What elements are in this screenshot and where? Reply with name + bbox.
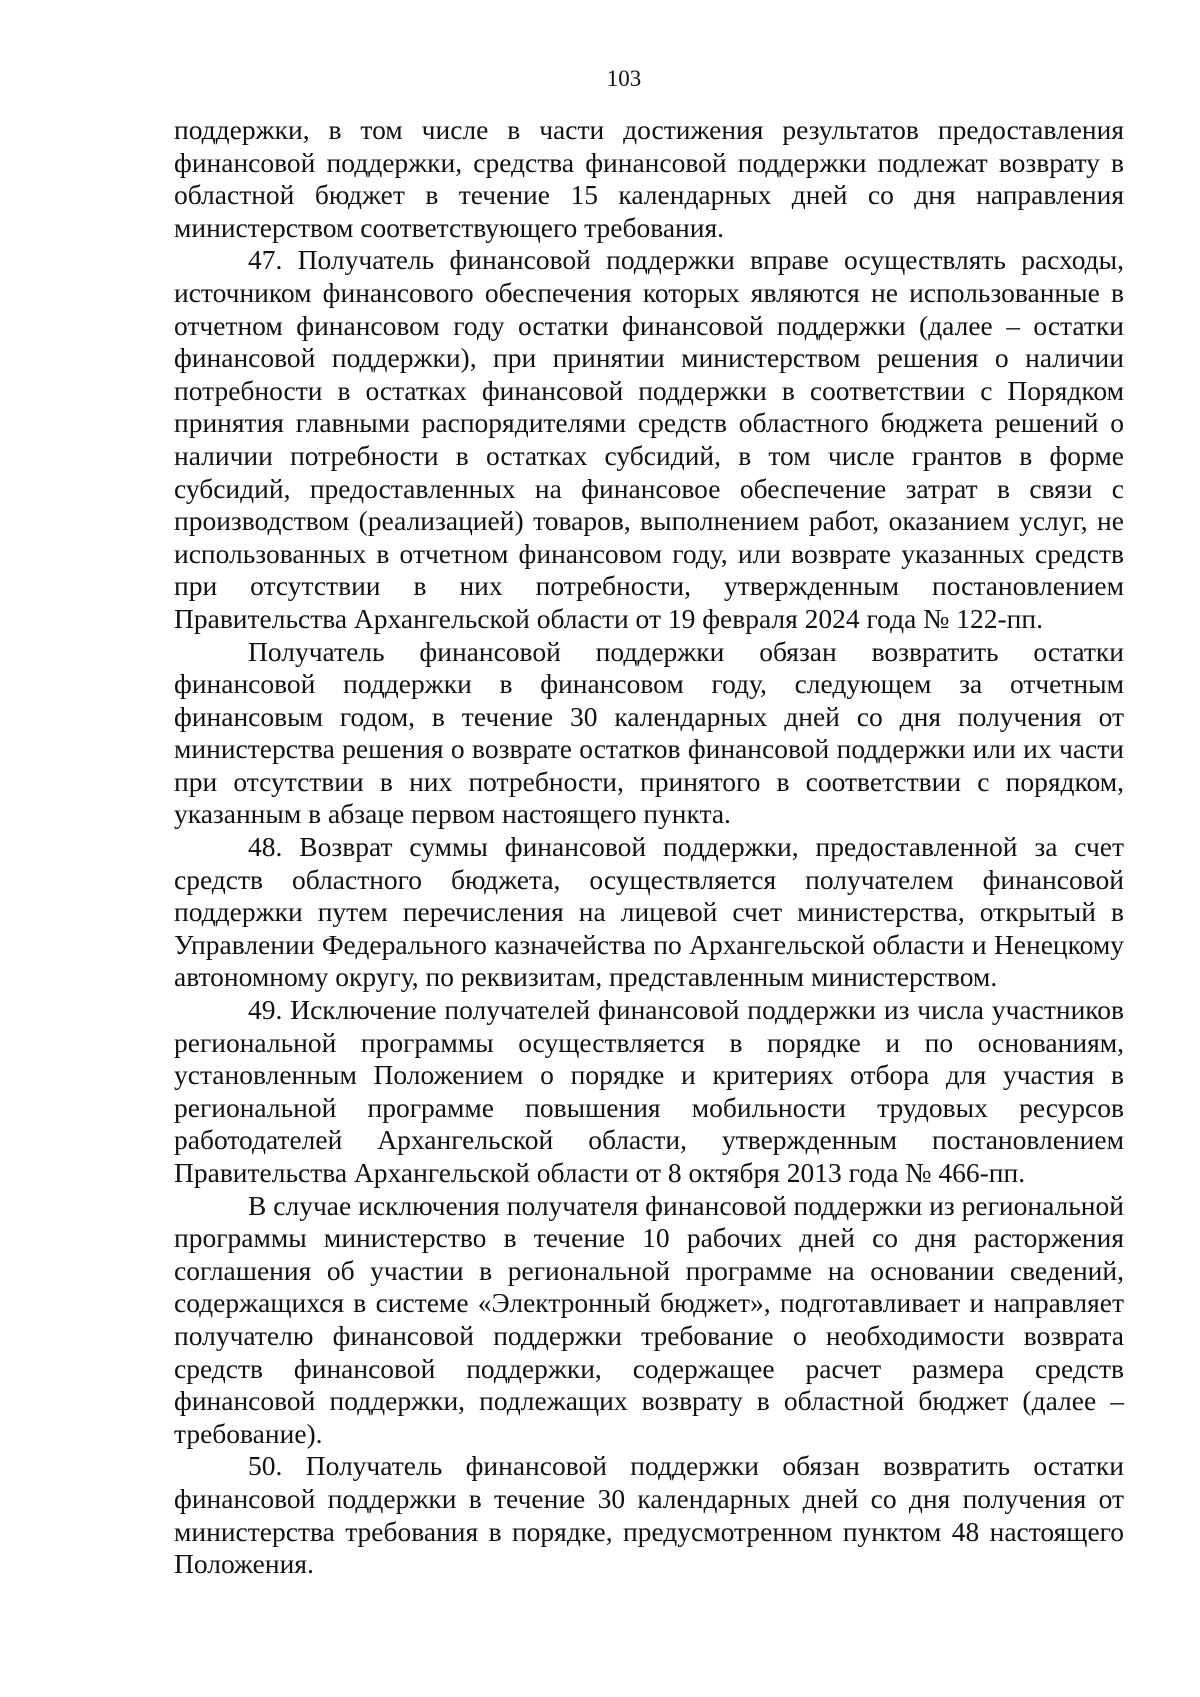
paragraph: Получатель финансовой поддержки обязан возвратить остатки финансовой поддержки в финансовом году, следующем за отчетным финансовым годом, в течение 30 календарных дней со дня получения от министерства решения о возврате остатков финансовой поддержки или их части при отсутствии в них потребности, принятого в соответствии с порядком, указанным в абзаце первом настоящего пункта. bbox=[174, 635, 1124, 830]
paragraph-item-48: 48. Возврат суммы финансовой поддержки, предоставленной за счет средств областного бюджета, осуществляется получателем финансовой поддержки путем перечисления на лицевой счет министерства, открытый в Управлении Федерального казначейства по Архангельской области и Ненецкому автономному округу, по реквизитам, представленным министерством. bbox=[174, 831, 1124, 993]
paragraph: поддержки, в том числе в части достижения результатов предоставления финансовой поддержки, средства финансовой поддержки подлежат возврату в областной бюджет в течение 15 календарных дней со дня направления министерством соответствующего требования. bbox=[174, 114, 1124, 243]
page-number: 103 bbox=[606, 66, 642, 91]
paragraph-item-50: 50. Получатель финансовой поддержки обязан возвратить остатки финансовой поддержки в течение 30 календарных дней со дня получения от министерства требования в порядке, предусмотренном пунктом 48 настоящего Положения. bbox=[174, 1450, 1124, 1580]
paragraph-item-47: 47. Получатель финансовой поддержки вправе осуществлять расходы, источником финансового обеспечения которых являются не использованные в отчетном финансовом году остатки финансовой поддержки (далее – остатки финансовой поддержки), при принятии министерством решения о наличии потребности в остатках финансовой поддержки в соответствии с Порядком принятия главными распорядителями средств областного бюджета решений о наличии потребности в остатках субсидий, в том числе грантов в форме субсидий, предоставленных на финансовое обеспечение затрат в связи с производством (реализацией) товаров, выполнением работ, оказанием услуг, не использованных в отчетном финансовом году, или возврате указанных средств при отсутствии в них потребности, утвержденным постановлением Правительства Архангельской области от 19 февраля 2024 года № 122-пп. bbox=[174, 244, 1124, 634]
paragraph-item-49: 49. Исключение получателей финансовой поддержки из числа участников региональной программы осуществляется в порядке и по основаниям, установленным Положением о порядке и критериях отбора для участия в региональной программе повышения мобильности трудовых ресурсов работодателей Архангельской области, утвержденным постановлением Правительства Архангельской области от 8 октября 2013 года № 466-пп. bbox=[174, 994, 1124, 1188]
paragraph: В случае исключения получателя финансовой поддержки из региональной программы министерство в течение 10 рабочих дней со дня расторжения соглашения об участии в региональной программе на основании сведений, содержащихся в системе «Электронный бюджет», подготавливает и направляет получателю финансовой поддержки требование о необходимости возврата средств финансовой поддержки, содержащее расчет размера средств финансовой поддержки, подлежащих возврату в областной бюджет (далее – требование). bbox=[174, 1189, 1124, 1449]
document-body bbox=[174, 114, 1124, 1581]
